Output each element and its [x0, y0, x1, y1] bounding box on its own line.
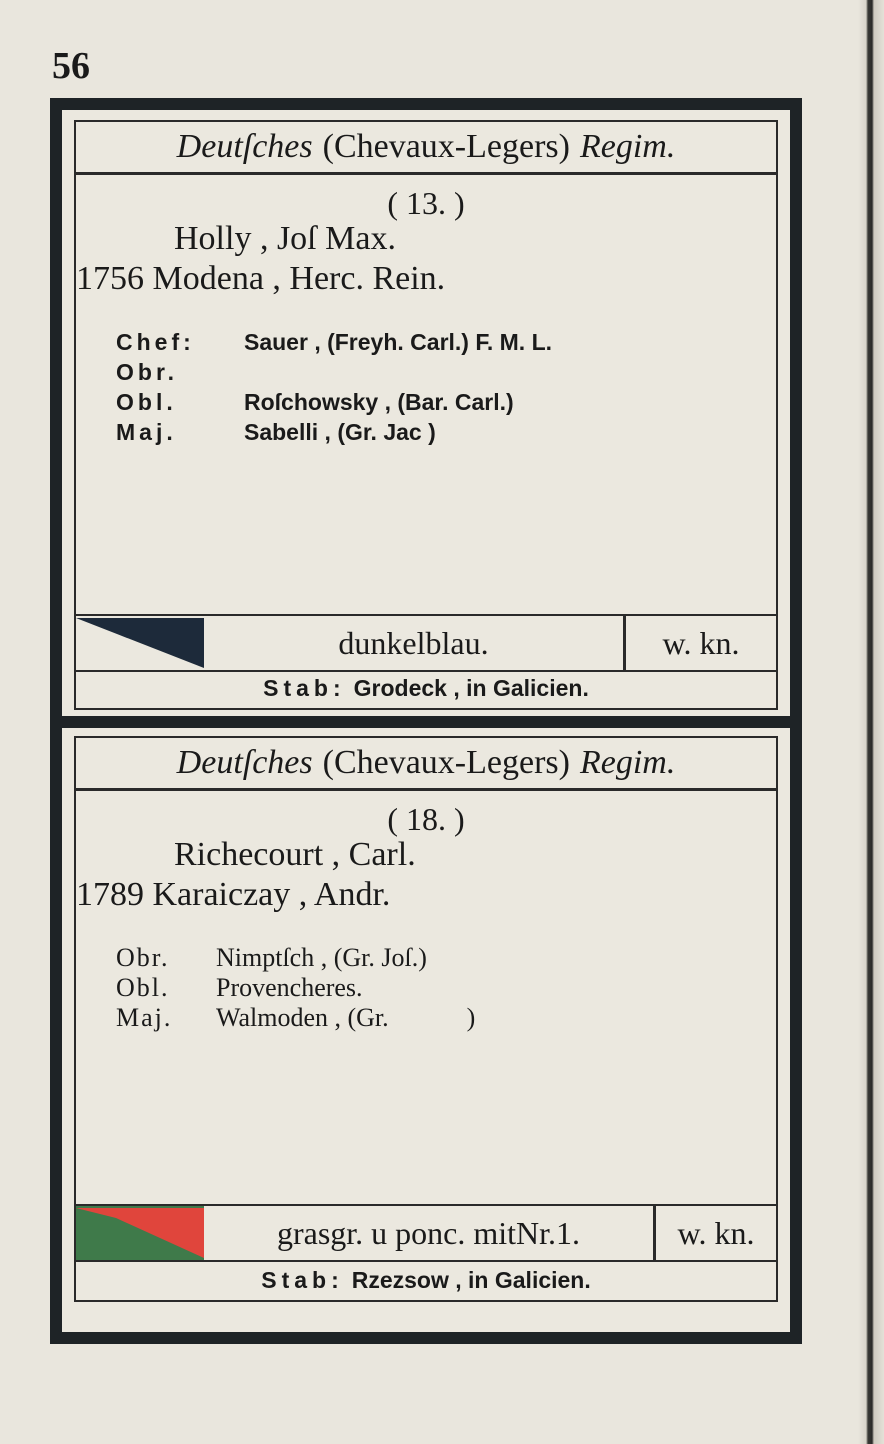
officer-row [116, 1003, 776, 1033]
title-type: (Chevaux-Legers) [322, 128, 570, 165]
regiment-title [76, 738, 776, 791]
uniform-color-swatch [76, 1206, 204, 1260]
title-regim: Regim. [579, 744, 676, 781]
officer-rank: Maj. [116, 419, 177, 445]
officer-rank: Obr. [116, 359, 179, 385]
officer-row [116, 973, 776, 1003]
page-edge [858, 0, 884, 1444]
title-nationality: Deutſches [176, 128, 313, 165]
page-number: 56 [52, 45, 90, 87]
uniform-color-swatch [76, 616, 204, 670]
stab-row [76, 668, 776, 708]
title-regim: Regim. [579, 128, 676, 165]
regiment-number: ( 18. ) [387, 801, 465, 837]
facing-color: grasgr. u ponc. mitNr.1. [276, 1214, 581, 1251]
stab-row [76, 1260, 776, 1300]
officer-rank: Obl. [116, 389, 177, 415]
officer-name: Sauer , (Freyh. Carl.) F. M. L. [244, 329, 553, 355]
officer-row [116, 327, 776, 357]
regiment-number: ( 13. ) [387, 185, 465, 221]
officer-name: Walmoden , (Gr. ) [216, 1003, 476, 1032]
owner-name: 1756 Modena , Herc. Rein. [76, 260, 446, 297]
uniform-row [76, 1204, 776, 1262]
officer-row [116, 417, 776, 447]
title-type: (Chevaux-Legers) [322, 744, 570, 781]
officer-rank: Chef: [116, 329, 195, 355]
officer-list [76, 327, 776, 447]
regiment-frame [50, 98, 802, 1344]
regiment-body [76, 801, 776, 1033]
officer-list [76, 943, 776, 1033]
officer-name: Nimptſch , (Gr. Joſ.) [216, 943, 427, 972]
officer-name: Provencheres. [216, 973, 363, 1002]
regiment-entry [74, 120, 778, 710]
colonel-name: Holly , Joſ Max. [174, 220, 396, 257]
stab-label: Stab: [263, 674, 346, 701]
owner-name: 1789 Karaiczay , Andr. [76, 876, 391, 913]
regiment-entry [74, 736, 778, 1302]
officer-name: Roſchowsky , (Bar. Carl.) [244, 389, 514, 415]
stab-location: Grodeck , in Galicien. [353, 674, 589, 701]
facing-color: dunkelblau. [338, 624, 489, 661]
button-color: w. kn. [653, 1206, 776, 1260]
officer-rank: Obr. [116, 943, 170, 972]
officer-row [116, 357, 776, 387]
colonel-name: Richecourt , Carl. [174, 836, 416, 873]
uniform-row [76, 614, 776, 672]
officer-rank: Obl. [116, 973, 170, 1002]
regiment-body [76, 185, 776, 447]
section-divider [62, 716, 790, 728]
title-nationality: Deutſches [176, 744, 313, 781]
regiment-title [76, 122, 776, 175]
button-color: w. kn. [623, 616, 776, 670]
officer-row [116, 943, 776, 973]
officer-name: Sabelli , (Gr. Jac ) [244, 419, 436, 445]
stab-location: Rzezsow , in Galicien. [351, 1266, 591, 1293]
officer-rank: Maj. [116, 1003, 173, 1032]
stab-label: Stab: [261, 1266, 344, 1293]
officer-row [116, 387, 776, 417]
